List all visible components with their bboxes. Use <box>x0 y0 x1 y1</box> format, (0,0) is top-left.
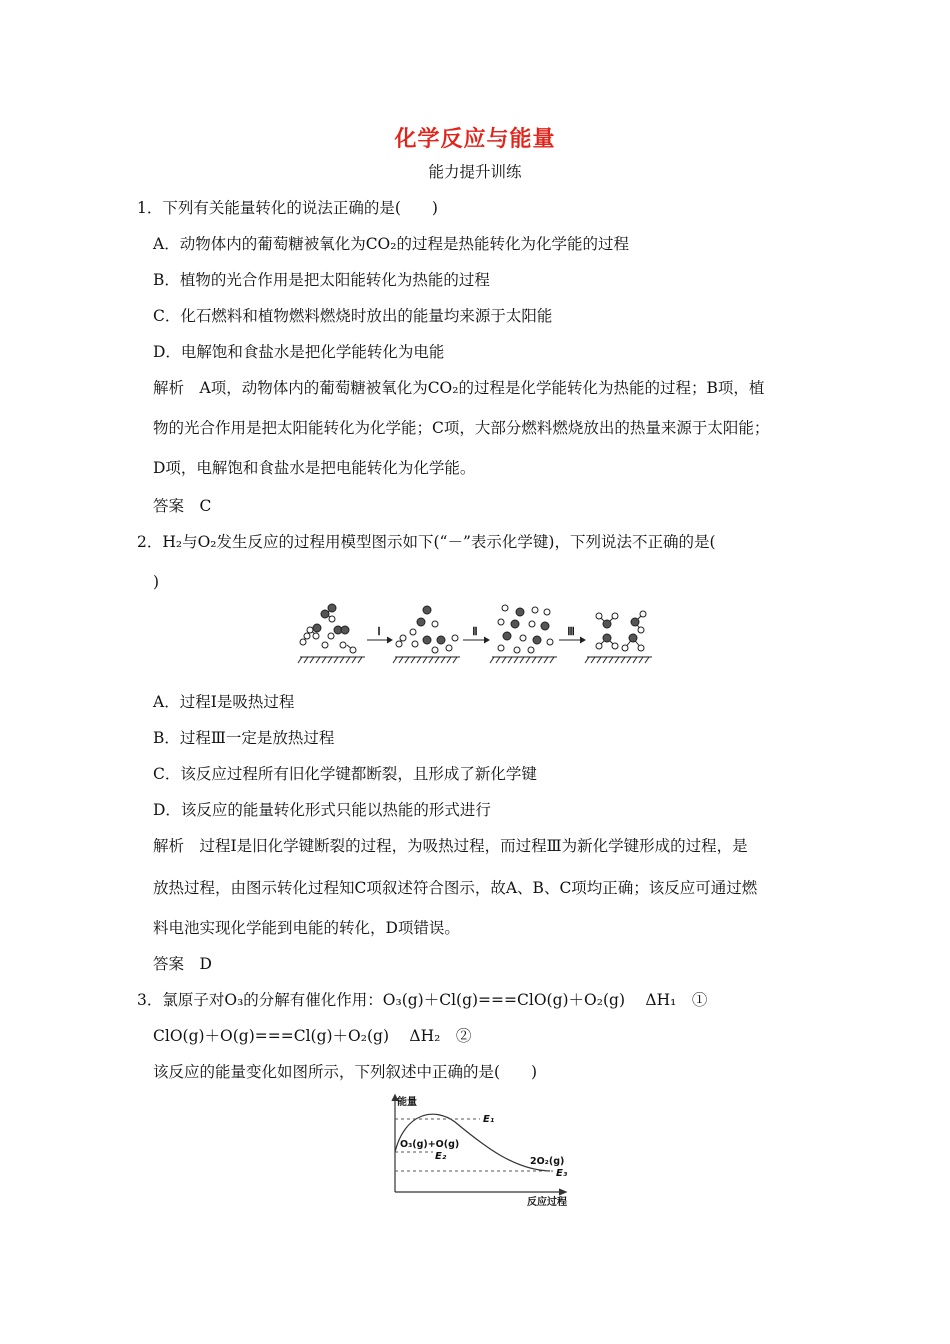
chart-ylabel: 能量 <box>397 1097 417 1108</box>
step-label-1: Ⅰ <box>377 626 381 638</box>
q2-stem-line-2: ) <box>153 573 160 591</box>
q1-analysis-line-2: 物的光合作用是把太阳能转化为化学能；C项，大部分燃料燃烧放出的热量来源于太阳能； <box>153 419 770 437</box>
level-e1: E₁ <box>483 1114 495 1125</box>
level-e3: E₃ <box>556 1168 568 1179</box>
energy-profile-chart <box>375 1092 585 1210</box>
q1-analysis-line-1: 解析 A项，动物体内的葡萄糖被氧化为CO₂的过程是化学能转化为热能的过程；B项，植 <box>153 379 765 397</box>
q1-option-b: B．植物的光合作用是把太阳能转化为热能的过程 <box>153 271 490 289</box>
reactant-label: O₃(g)+O(g) <box>400 1139 460 1150</box>
q1-analysis-line-3: D项，电解饱和食盐水是把电能转化为化学能。 <box>153 459 476 477</box>
q1-option-a: A．动物体内的葡萄糖被氧化为CO₂的过程是热能转化为化学能的过程 <box>153 235 629 253</box>
q2-option-a: A．过程Ⅰ是吸热过程 <box>153 693 295 711</box>
q1-option-d: D．电解饱和食盐水是把化学能转化为电能 <box>153 343 445 361</box>
page-title: 化学反应与能量 <box>394 127 556 152</box>
q2-option-c: C．该反应过程所有旧化学键都断裂，且形成了新化学键 <box>153 765 537 783</box>
reaction-model-diagram <box>295 600 665 666</box>
step-label-3: Ⅲ <box>567 626 575 638</box>
q2-stem-line-1: 2．H₂与O₂发生反应的过程用模型图示如下(“－”表示化学键)，下列说法不正确的是( <box>137 533 716 551</box>
q2-answer: 答案 D <box>153 955 212 973</box>
q2-analysis-line-1: 解析 过程Ⅰ是旧化学键断裂的过程，为吸热过程，而过程Ⅲ为新化学键形成的过程，是 <box>153 837 748 855</box>
q3-line-3: 该反应的能量变化如图所示，下列叙述中正确的是( ) <box>153 1063 538 1081</box>
q3-line-1: 3．氯原子对O₃的分解有催化作用：O₃(g)＋Cl(g)===ClO(g)＋O₂(g) ΔH₁ ① <box>137 991 708 1009</box>
q2-analysis-line-2: 放热过程，由图示转化过程知C项叙述符合图示，故A、B、C项均正确；该反应可通过燃 <box>153 879 758 897</box>
q2-option-d: D．该反应的能量转化形式只能以热能的形式进行 <box>153 801 491 819</box>
step-label-2: Ⅱ <box>472 626 478 638</box>
q1-stem: 1．下列有关能量转化的说法正确的是( ) <box>137 199 438 217</box>
q3-line-2: ClO(g)＋O(g)===Cl(g)＋O₂(g) ΔH₂ ② <box>153 1027 472 1045</box>
page-subtitle: 能力提升训练 <box>428 163 522 181</box>
q1-answer: 答案 C <box>153 497 212 515</box>
chart-xlabel: 反应过程 <box>527 1197 567 1208</box>
product-label: 2O₂(g) <box>530 1156 565 1167</box>
q1-option-c: C．化石燃料和植物燃料燃烧时放出的能量均来源于太阳能 <box>153 307 553 325</box>
q2-analysis-line-3: 料电池实现化学能到电能的转化，D项错误。 <box>153 919 460 937</box>
level-e2: E₂ <box>435 1151 447 1162</box>
q2-option-b: B．过程Ⅲ一定是放热过程 <box>153 729 335 747</box>
